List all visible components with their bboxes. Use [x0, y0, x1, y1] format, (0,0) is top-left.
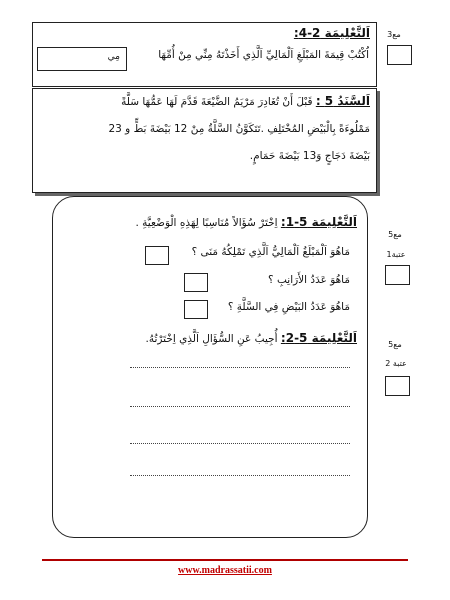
footer-divider [42, 559, 408, 561]
question-2-checkbox[interactable] [184, 273, 208, 292]
support-5-first-line [121, 94, 370, 108]
question-3: مَاهُوَ عَدَدُ البَيْضِ فِي السَّلَّةِ ؟ [227, 301, 350, 313]
task-5-1-header [135, 215, 357, 229]
question-3-checkbox[interactable] [184, 300, 208, 319]
footer-url[interactable]: www.madrassatii.com [178, 565, 272, 576]
task-5-2-text: أُجِيبُ عَنِ السُّؤَالِ اَلَّذِي اِخْتَرْتُهُ. [145, 333, 278, 345]
criterion-3-score-box[interactable] [385, 376, 410, 396]
criterion-2-score-box[interactable] [385, 265, 410, 285]
support-5-line-1: قَبْلَ أَنْ تُغَادِرَ مَرْيَمُ الضَّيْعَةَ قَدَّمَ لَهَا عَمُّهَا سَلَّةً [121, 96, 313, 108]
answer-field[interactable] [37, 47, 127, 71]
task-5-2-header [145, 331, 357, 345]
task-5-1-text: اِخْتَرْ سُؤَالاً مُنَاسِبًا لِهَذِهِ الْوَضْعِيَّةِ . [135, 217, 278, 229]
criterion-1-label: مع3 [387, 30, 401, 39]
question-1-checkbox[interactable] [145, 246, 169, 265]
task-5-2-title: اَلتَّعْلِيمَة 5-2: [280, 331, 357, 345]
answer-line-2[interactable] [130, 406, 350, 407]
question-1: مَاهُوَ اَلْمَبْلَغُ اَلْمَالِيُّ اَلَّذِي تَمْلِكُهُ مَنَى ؟ [191, 246, 350, 258]
criterion-3-score: 5مع [388, 340, 402, 349]
support-5-line-2: مَمْلُوءَةً بِالْبَيْضِ المُخْتَلِفِ .تَتَكَوَّنُ السَّلَّةُ مِنْ 12 بَيْضَةَ بَطٍّ و 23 [108, 123, 370, 135]
support-5-line-3: بَيْضَةَ دَجَاجٍ وَ13 بَيْضَةَ حَمَامٍ. [249, 150, 370, 162]
task-4-2-title: اَلتَّعْلِيمَة 2-4: [293, 26, 370, 40]
task-5-1-title: اَلتَّعْلِيمَة 5-1: [280, 215, 357, 229]
answer-line-1[interactable] [130, 367, 350, 368]
answer-line-3[interactable] [130, 443, 350, 444]
answer-line-4[interactable] [130, 475, 350, 476]
task-4-2-text: اُكْتُبْ قِيمَةَ المَبْلَغِ اَلْمَالِيِّ اَلَّذِي أَخَذْتَهُ مِنِّي مِنْ أُمِّهَا [158, 49, 369, 61]
criterion-2-score: 5مع [388, 230, 402, 239]
criterion-1-score-box[interactable] [387, 45, 412, 65]
criterion-2-label: عتبة1 [386, 250, 406, 259]
question-2: مَاهُوَ عَدَدُ الأَرَانِبِ ؟ [268, 274, 350, 286]
answer-suffix: مِي [107, 52, 120, 62]
criterion-3-label: عتبة 2 [385, 359, 407, 368]
support-5-title: اَلسَّنَدُ 5 : [315, 94, 370, 108]
